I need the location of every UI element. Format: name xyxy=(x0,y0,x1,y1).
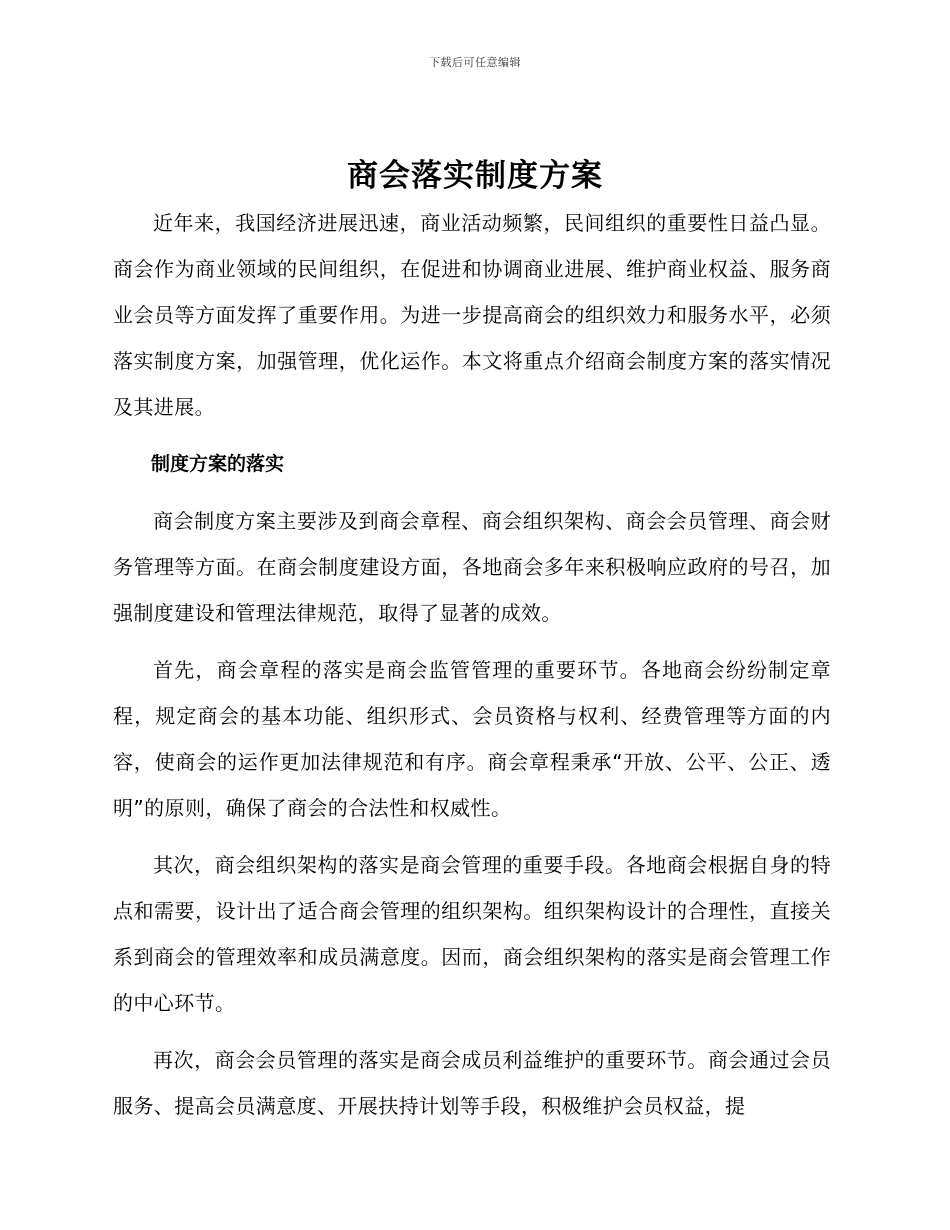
intro-paragraph: 近年来，我国经济进展迅速，商业活动频繁，民间组织的重要性日益凸显。商会作为商业领域的民间组织，在促进和协调商业进展、维护商业权益、服务商业会员等方面发挥了重要作用。为进一步提高商会的组织效力和服务水平，必须落实制度方案，加强管理，优化运作。本文将重点介绍商会制度方案的落实情况及其进展。 xyxy=(113,211,831,419)
section-paragraph-membership: 再次，商会会员管理的落实是商会成员利益维护的重要环节。商会通过会员服务、提高会员满意度、开展扶持计划等手段，积极维护会员权益，提 xyxy=(113,1048,831,1118)
section-paragraph-overview: 商会制度方案主要涉及到商会章程、商会组织架构、商会会员管理、商会财务管理等方面。在商会制度建设方面，各地商会多年来积极响应政府的号召，加强制度建设和管理法律规范，取得了显著的成效。 xyxy=(113,509,831,625)
header-note: 下载后可任意编辑 xyxy=(429,56,521,69)
document-body xyxy=(113,200,831,1140)
section-heading: 制度方案的落实 xyxy=(151,453,285,475)
document-title: 商会落实制度方案 xyxy=(347,158,603,194)
section-paragraph-charter: 首先，商会章程的落实是商会监管管理的重要环节。各地商会纷纷制定章程，规定商会的基本功能、组织形式、会员资格与权利、经费管理等方面的内容，使商会的运作更加法律规范和有序。商会章程秉承“开放、公平、公正、透明”的原则，确保了商会的合法性和权威性。 xyxy=(113,658,831,820)
section-paragraph-structure: 其次，商会组织架构的落实是商会管理的重要手段。各地商会根据自身的特点和需要，设计出了适合商会管理的组织架构。组织架构设计的合理性，直接关系到商会的管理效率和成员满意度。因而，商会组织架构的落实是商会管理工作的中心环节。 xyxy=(113,853,831,1015)
